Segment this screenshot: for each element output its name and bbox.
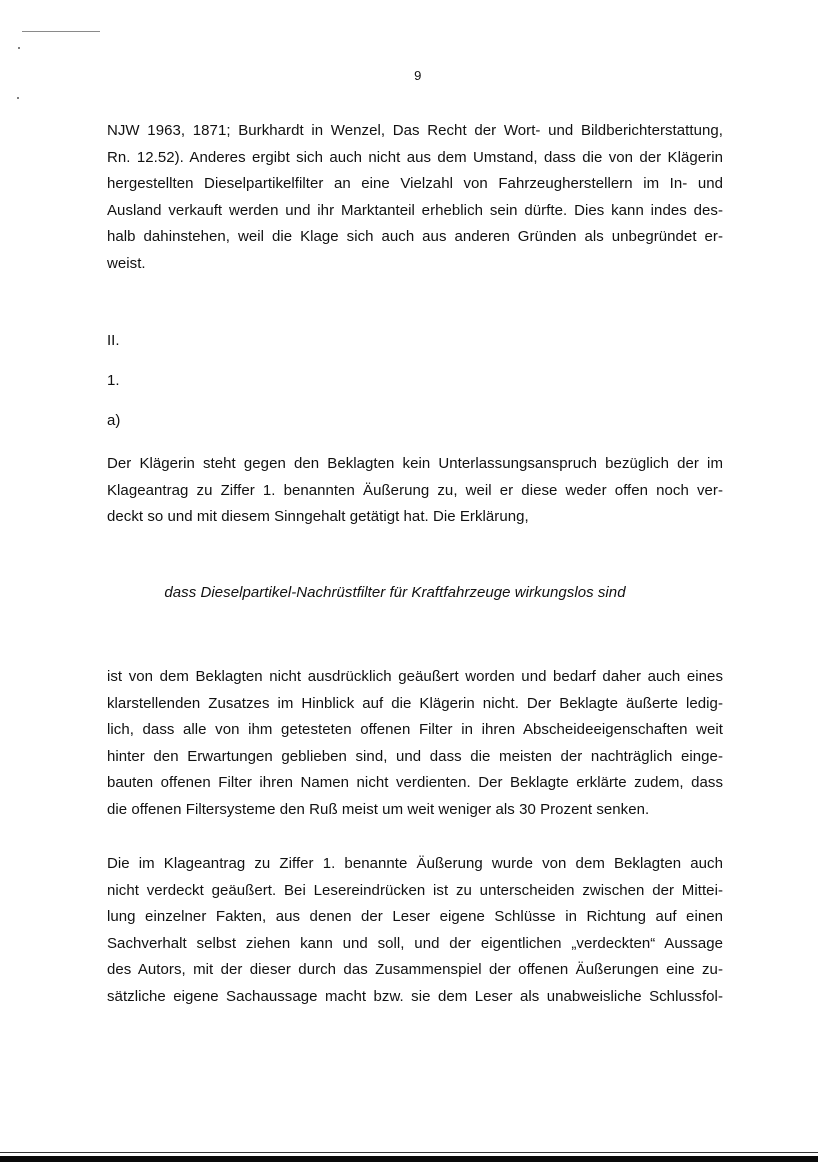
paragraph-1	[107, 118, 723, 277]
text-line: weist.	[107, 254, 146, 272]
text-line: bauten offenen Filter ihren Namen nicht verdienten. Der Beklagte erklärte zudem, dass	[107, 774, 723, 791]
text-line: nicht verdeckt geäußert. Bei Lesereindrücken ist zu unterscheiden zwischen der Mittei-	[107, 881, 723, 899]
text-line: sätzliche eigene Sachaussage macht bzw. sie dem Leser als unabweisliche Schlussfol-	[107, 987, 723, 1005]
text-line: Rn. 12.52). Anderes ergibt sich auch nicht aus dem Umstand, dass die von der Klägerin	[107, 148, 723, 166]
text-line: deckt so und mit diesem Sinngehalt getätigt hat. Die Erklärung,	[107, 508, 529, 525]
text-line: Klageantrag zu Ziffer 1. benannten Äußerung zu, weil er diese weder offen noch ver-	[107, 481, 723, 499]
text-line: Ausland verkauft werden und ihr Marktanteil erheblich sein dürfte. Dies kann indes des-	[107, 201, 723, 219]
scan-artifact-dot	[18, 47, 20, 49]
text-line: Die im Klageantrag zu Ziffer 1. benannte Äußerung wurde von dem Beklagten auch	[107, 855, 723, 872]
text-line: halb dahinstehen, weil die Klage sich auch aus anderen Gründen als unbegründet er-	[107, 228, 723, 245]
paragraph-2	[107, 451, 723, 531]
paragraph-4	[107, 851, 723, 1010]
text-line: klarstellenden Zusatzes im Hinblick auf die Klägerin nicht. Der Beklagte äußerte ledig-	[107, 694, 723, 712]
text-line: ist von dem Beklagten nicht ausdrücklich geäußert worden und bedarf daher auch eines	[107, 668, 723, 685]
text-line: hergestellten Dieselpartikelfilter an eine Vielzahl von Fahrzeugherstellern im In- und	[107, 175, 723, 192]
text-line: des Autors, mit der dieser durch das Zusammenspiel der offenen Äußerungen eine zu-	[107, 961, 723, 978]
text-line: NJW 1963, 1871; Burkhardt in Wenzel, Das Recht der Wort- und Bildberichterstattung,	[107, 122, 723, 139]
text-line: hinter den Erwartungen geblieben sind, und dass die meisten der nachträglich einge-	[107, 747, 723, 765]
scan-artifact-top-rule	[22, 31, 100, 32]
heading-roman: II.	[107, 332, 120, 349]
text-line: lung einzelner Fakten, aus denen der Leser eigene Schlüsse in Richtung auf einen	[107, 908, 723, 925]
text-line: die offenen Filtersysteme den Ruß meist um weit weniger als 30 Prozent senken.	[107, 800, 650, 818]
scan-artifact-dot	[17, 97, 19, 99]
scan-bottom-edge	[0, 1156, 818, 1162]
heading-letter: a)	[107, 412, 121, 429]
scan-bottom-edge-line	[0, 1152, 818, 1153]
quoted-statement: dass Dieselpartikel-Nachrüstfilter für Kraftfahrzeuge wirkungslos sind	[164, 584, 626, 601]
text-line: lich, dass alle von ihm getesteten offenen Filter in ihren Abscheideeigenschaften weit	[107, 721, 723, 738]
heading-number: 1.	[107, 372, 120, 389]
paragraph-3	[107, 664, 723, 823]
text-line: Sachverhalt selbst ziehen kann und soll, und der eigentlichen „verdeckten“ Aussage	[107, 934, 723, 952]
text-line: Der Klägerin steht gegen den Beklagten kein Unterlassungsanspruch bezüglich der im	[107, 455, 723, 472]
page-number: 9	[414, 68, 422, 83]
